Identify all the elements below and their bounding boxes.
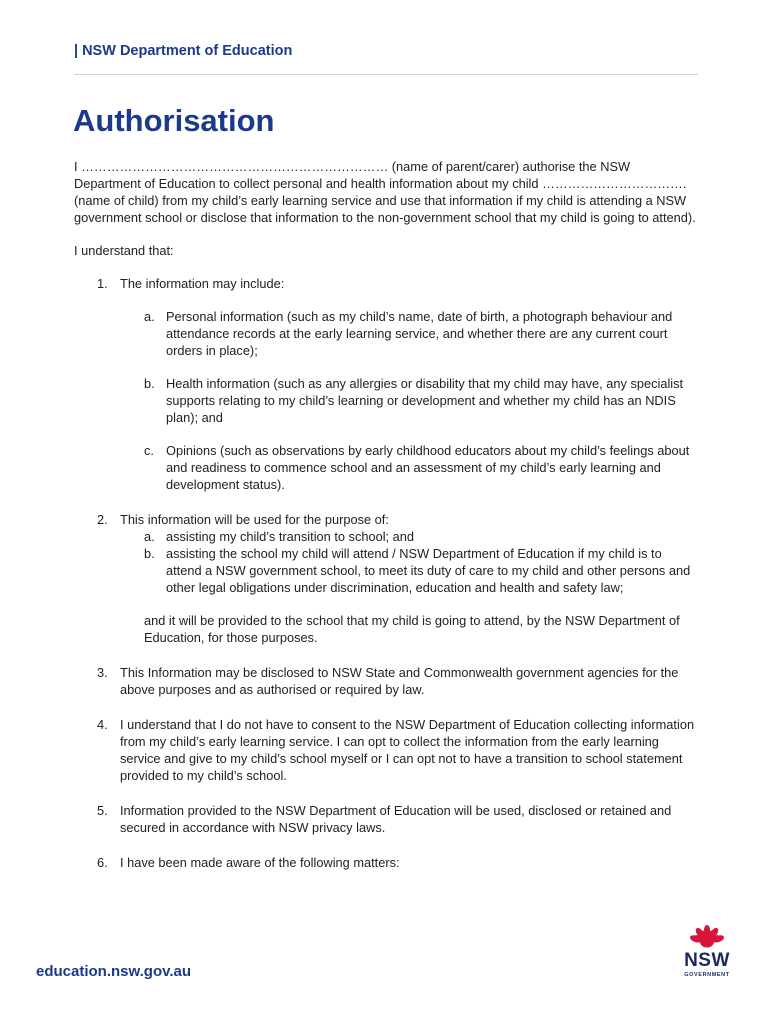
sub-item-text: assisting the school my child will attend / NSW Department of Education if my child is to attend a NSW government school, to meet its duty of care to my child and other persons and other legal obligations under discrimination, education and health and safety law; [166, 546, 691, 595]
sub-item-text: Personal information (such as my child’s name, date of birth, a photograph behaviour and attendance records at the early learning service, and whether there are any current court orders in place); [166, 309, 673, 358]
item-text: I understand that I do not have to consent to the NSW Department of Education collecting information from my child’s early learning service. I can opt to collect the information from the early learning service and give to my child’s school myself or I can opt not to have a transition to school statement provided to my child’s school. [120, 717, 695, 783]
item-number: 2. [97, 512, 108, 527]
footer-website-link[interactable]: education.nsw.gov.au [36, 963, 192, 980]
sub-list-item [120, 442, 700, 493]
sub-list [120, 308, 700, 493]
intro-paragraph: I ……………………………………………………………… (name of parent/carer) authorise the NSW Department of Education to collect personal and health information about my child ……………………………. (name of child) from my child’s early learning service and use that information if my child is attending a NSW government school or disclose that information to the non-government school that my child is going to attend). [74, 159, 696, 225]
header-title: | NSW Department of Education [74, 43, 293, 59]
list-item [74, 802, 700, 836]
list-item [74, 854, 700, 871]
list-item [74, 716, 700, 784]
header-divider [74, 74, 698, 75]
list-item [74, 511, 700, 646]
sub-item-letter: b. [144, 546, 155, 561]
points-list [74, 275, 700, 871]
item-text: I have been made aware of the following matters: [120, 855, 400, 870]
sub-list [120, 528, 700, 596]
provision-note: and it will be provided to the school that my child is going to attend, by the NSW Department of Education, for those purposes. [144, 613, 680, 645]
item-text: Information provided to the NSW Department of Education will be used, disclosed or retained and secured in accordance with NSW privacy laws. [120, 803, 672, 835]
item-text: The information may include: [120, 276, 285, 291]
item-number: 4. [97, 717, 108, 732]
item-number: 1. [97, 276, 108, 291]
sub-item-text: assisting my child’s transition to school; and [166, 529, 415, 544]
waratah-icon [676, 925, 738, 951]
item-number: 6. [97, 855, 108, 870]
sub-list-item [120, 528, 700, 545]
sub-item-letter: b. [144, 376, 155, 391]
sub-list-item [120, 375, 700, 426]
list-item [74, 664, 700, 698]
sub-list-item [120, 545, 700, 596]
sub-item-letter: a. [144, 309, 155, 324]
nsw-government-logo [676, 925, 738, 981]
understand-heading: I understand that: [74, 243, 174, 258]
sub-item-letter: c. [144, 443, 154, 458]
logo-subtext: GOVERNMENT [684, 972, 730, 978]
document-body [74, 158, 700, 889]
logo-wordmark: NSW [684, 950, 730, 971]
item-number: 3. [97, 665, 108, 680]
item-text: This Information may be disclosed to NSW State and Commonwealth government agencies for the above purposes and as authorised or required by law. [120, 665, 679, 697]
item-text: This information will be used for the purpose of: [120, 512, 389, 527]
sub-list-item [120, 308, 700, 359]
sub-item-text: Health information (such as any allergies or disability that my child may have, any specialist supports relating to my child’s learning or development and whether my child has an NDIS plan); and [166, 376, 684, 425]
list-item [74, 275, 700, 493]
sub-item-text: Opinions (such as observations by early childhood educators about my child’s feelings about and readiness to commence school and an assessment of my child’s early learning and development status). [166, 443, 690, 492]
item-number: 5. [97, 803, 108, 818]
sub-item-letter: a. [144, 529, 155, 544]
page-title: Authorisation [73, 103, 275, 138]
